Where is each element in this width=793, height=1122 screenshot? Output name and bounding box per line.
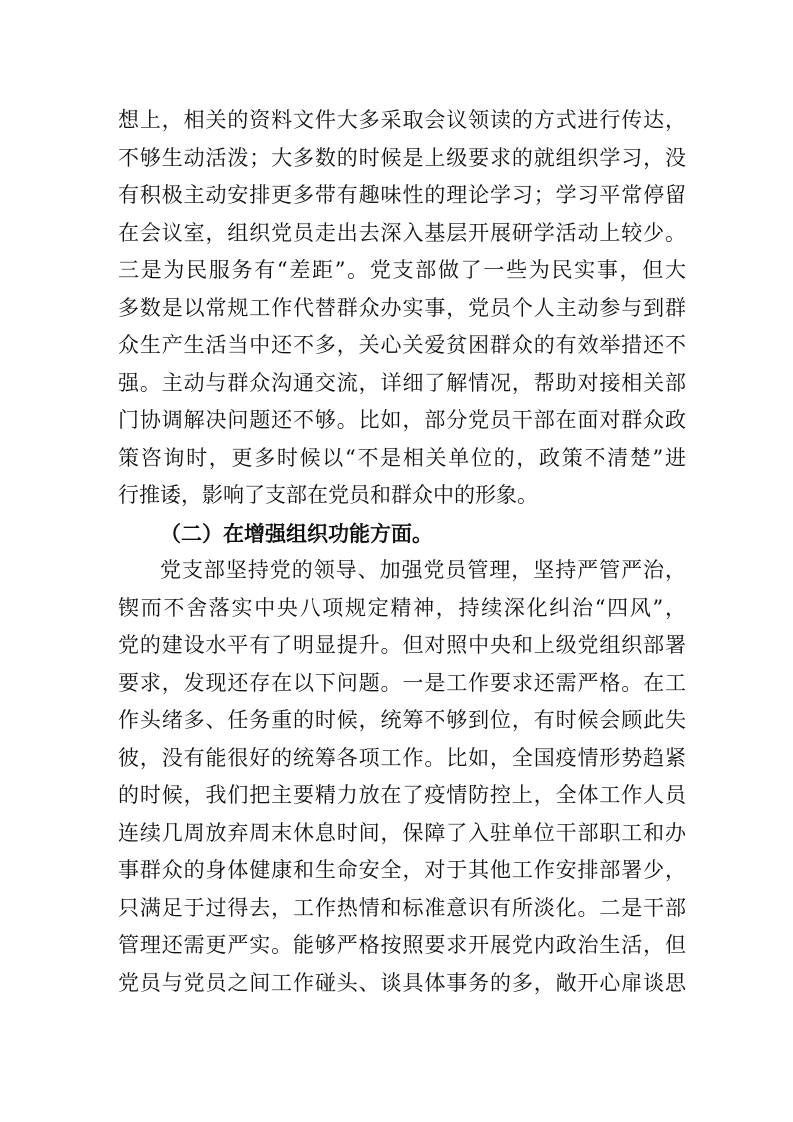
text-line: 想上，相关的资料文件大多采取会议领读的方式进行传达， [118, 108, 686, 132]
text-line: 策咨询时，更多时候以“不是相关单位的，政策不清楚”进 [118, 445, 686, 470]
text-line: 管理还需更严实。能够严格按照要求开展党内政治生活，但 [118, 933, 686, 957]
text-line: 强。主动与群众沟通交流，详细了解情况，帮助对接相关部 [118, 370, 686, 395]
text-line: 要求，发现还存在以下问题。一是工作要求还需严格。在工 [118, 670, 686, 695]
section-heading: （二）在增强组织功能方面。 [160, 520, 433, 546]
text-line: 在会议室，组织党员走出去深入基层开展研学活动上较少。 [118, 220, 686, 245]
text-line: 彼，没有能很好的统筹各项工作。比如，全国疫情形势趋紧 [118, 745, 686, 770]
text-line: 三是为民服务有“差距”。党支部做了一些为民实事，但大 [118, 258, 686, 282]
text-line: 的时候，我们把主要精力放在了疫情防控上，全体工作人员 [118, 783, 686, 807]
text-line: 只满足于过得去，工作热情和标准意识有所淡化。二是干部 [118, 895, 686, 920]
text-line: 门协调解决问题还不够。比如，部分党员干部在面对群众政 [118, 408, 686, 432]
text-line: 有积极主动安排更多带有趣味性的理论学习；学习平常停留 [118, 183, 686, 207]
text-line: 事群众的身体健康和生命安全，对于其他工作安排部署少， [118, 858, 686, 882]
text-line: 行推诿，影响了支部在党员和群众中的形象。 [118, 483, 538, 507]
text-line: 锲而不舍落实中央八项规定精神，持续深化纠治“四风”， [118, 595, 686, 620]
text-line: 作头绪多、任务重的时候，统筹不够到位，有时候会顾此失 [118, 708, 686, 732]
text-line: 党的建设水平有了明显提升。但对照中央和上级党组织部署 [118, 633, 686, 657]
text-line: 众生产生活当中还不多，关心关爱贫困群众的有效举措还不 [118, 333, 686, 357]
text-line: 党支部坚持党的领导、加强党员管理，坚持严管严治， [160, 558, 686, 582]
text-line: 连续几周放弃周末休息时间，保障了入驻单位干部职工和办 [118, 820, 686, 845]
text-line: 党员与党员之间工作碰头、谈具体事务的多，敞开心扉谈思 [118, 970, 686, 995]
text-line: 不够生动活泼；大多数的时候是上级要求的就组织学习，没 [118, 145, 686, 170]
text-line: 多数是以常规工作代替群众办实事，党员个人主动参与到群 [118, 295, 686, 320]
document-page [118, 102, 686, 1002]
